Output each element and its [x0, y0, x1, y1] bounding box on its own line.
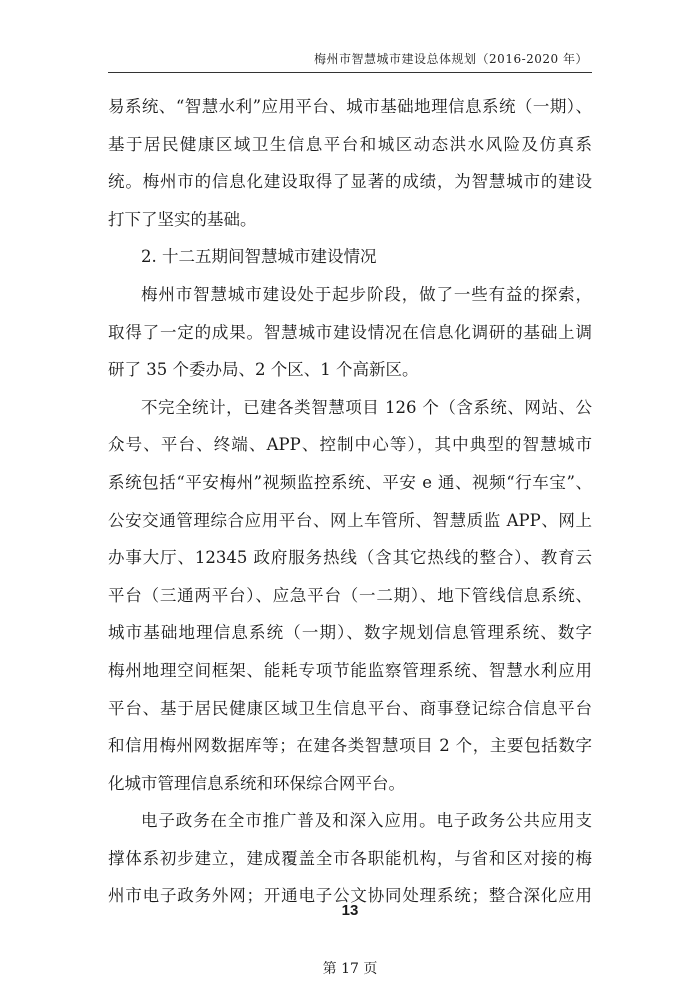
- text-line: 平台、基于居民健康区域卫生信息平台、商事登记综合信息平台: [108, 698, 592, 718]
- text-line: 不完全统计，已建各类智慧项目 126 个（含系统、网站、公: [141, 397, 592, 417]
- page-number: 13: [341, 902, 359, 919]
- text-line: 化城市管理信息系统和环保综合网平台。: [108, 773, 405, 793]
- text-line: 办事大厅、12345 政府服务热线（含其它热线的整合）、教育云: [108, 548, 592, 568]
- text-line: 平台（三通两平台）、应急平台（一二期）、地下管线信息系统、: [108, 585, 592, 605]
- text-line: 城市基础地理信息系统（一期）、数字规划信息管理系统、数字: [108, 623, 592, 643]
- text-line: 基于居民健康区域卫生信息平台和城区动态洪水风险及仿真系: [108, 134, 592, 154]
- text-line: 电子政务在全市推广普及和深入应用。电子政务公共应用支: [141, 811, 592, 831]
- text-line: 取得了一定的成果。智慧城市建设情况在信息化调研的基础上调: [108, 322, 592, 342]
- text-line: 和信用梅州网数据库等；在建各类智慧项目 2 个，主要包括数字: [108, 736, 592, 756]
- text-line: 打下了坚实的基础。: [108, 209, 257, 229]
- text-line: 公安交通管理综合应用平台、网上车管所、智慧质监 APP、网上: [108, 510, 592, 530]
- text-line: 系统包括“平安梅州”视频监控系统、平安 e 通、视频“行车宝”、: [108, 472, 592, 492]
- footer-page-label: 第 17 页: [322, 961, 378, 977]
- section-heading: 2. 十二五期间智慧城市建设情况: [141, 247, 377, 267]
- running-header: 梅州市智慧城市建设总体规划（2016-2020 年）: [314, 52, 588, 66]
- text-line: 梅州地理空间框架、能耗专项节能监察管理系统、智慧水利应用: [108, 660, 592, 680]
- header-rule: [108, 72, 592, 73]
- text-line: 撑体系初步建立，建成覆盖全市各职能机构，与省和区对接的梅: [108, 848, 592, 868]
- body-text: [108, 88, 592, 915]
- text-line: 梅州市智慧城市建设处于起步阶段，做了一些有益的探索，: [141, 284, 592, 304]
- text-line: 易系统、“智慧水利”应用平台、城市基础地理信息系统（一期）、: [108, 97, 592, 116]
- text-line: 州市电子政务外网；开通电子公文协同处理系统；整合深化应用: [108, 886, 592, 906]
- text-line: 统。梅州市的信息化建设取得了显著的成绩，为智慧城市的建设: [108, 172, 592, 192]
- text-line: 众号、平台、终端、APP、控制中心等），其中典型的智慧城市: [108, 435, 592, 455]
- text-line: 研了 35 个委办局、2 个区、1 个高新区。: [108, 360, 419, 380]
